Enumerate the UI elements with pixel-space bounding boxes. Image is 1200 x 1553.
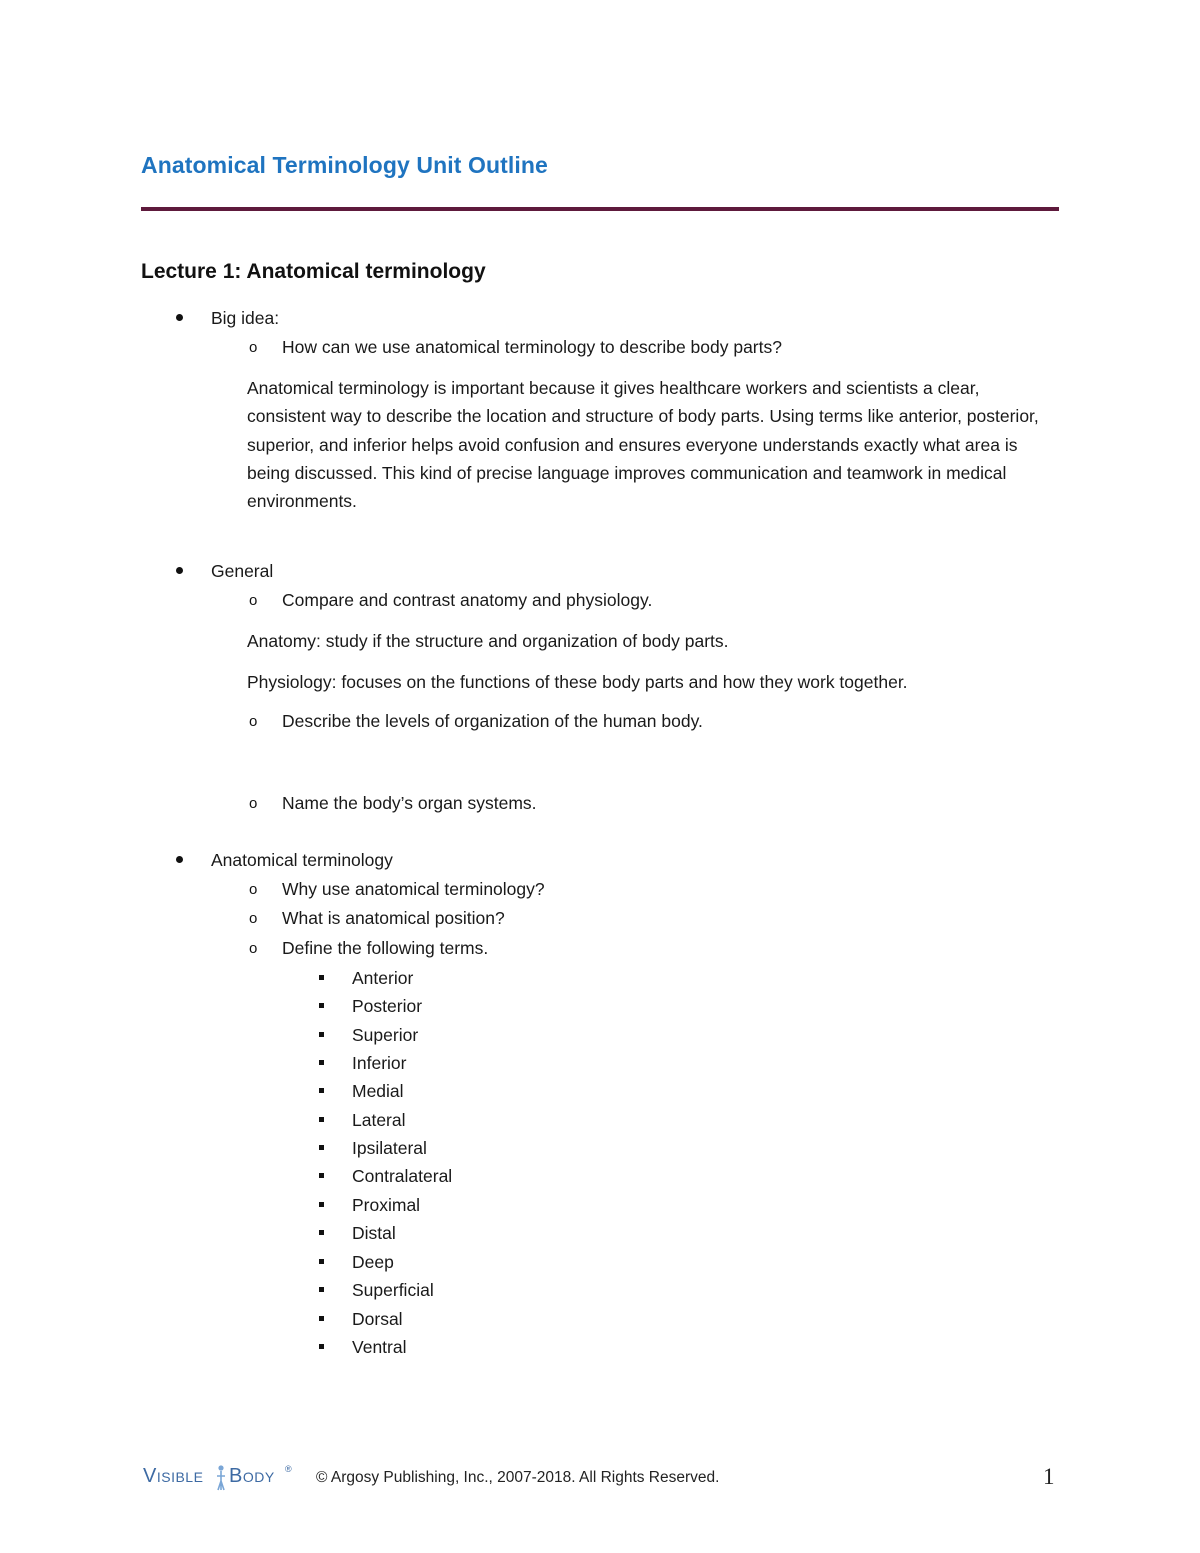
bullet-square [319, 975, 324, 980]
general-item: Name the body’s organ systems. [282, 793, 537, 813]
bullet-disc [176, 314, 183, 321]
bullet-circle: o [249, 713, 258, 730]
term-item: Superficial [352, 1280, 434, 1300]
logo-word-body: Body [229, 1465, 275, 1487]
general-item: Describe the levels of organization of the human body. [282, 711, 703, 731]
term-item: Posterior [352, 996, 423, 1016]
term-item: Superior [352, 1025, 419, 1045]
bullet-square [319, 1202, 324, 1207]
lecture-heading: Lecture 1: Anatomical terminology [141, 260, 486, 283]
big-idea-paragraph: Anatomical terminology is important because it gives healthcare workers and scientists a clear, consistent way to describe the location and structure of body parts. Using terms like anterior, posterior, superior, and inferior helps avoid confusion and ensures everyone understands exactly what area is being discussed. This kind of precise language improves communication and teamwork in medical environments. [247, 378, 1039, 512]
bullet-circle: o [249, 339, 258, 356]
term-item: Proximal [352, 1195, 421, 1215]
bullet-disc [176, 856, 183, 863]
title-divider [141, 207, 1059, 211]
bullet-circle: o [249, 910, 258, 927]
term-item: Dorsal [352, 1309, 403, 1329]
section-label-anatomical-terminology: Anatomical terminology [211, 850, 393, 870]
figure-icon [214, 1464, 228, 1492]
bullet-square [319, 1145, 324, 1150]
bullet-circle: o [249, 795, 258, 812]
term-item: Ipsilateral [352, 1138, 427, 1158]
bullet-square [319, 1088, 324, 1093]
term-item: Lateral [352, 1110, 406, 1130]
physiology-note: Physiology: focuses on the functions of these body parts and how they work together. [247, 672, 908, 692]
term-item: Ventral [352, 1337, 407, 1357]
anatomy-note: Anatomy: study if the structure and organization of body parts. [247, 631, 729, 651]
bullet-square [319, 1060, 324, 1065]
bullet-circle: o [249, 940, 258, 957]
bullet-circle: o [249, 592, 258, 609]
terminology-item: What is anatomical position? [282, 908, 505, 928]
registered-mark: ® [285, 1464, 293, 1474]
bullet-square [319, 1287, 324, 1292]
bullet-square [319, 1003, 324, 1008]
term-item: Distal [352, 1223, 396, 1243]
bullet-square [319, 1117, 324, 1122]
term-item: Contralateral [352, 1166, 453, 1186]
term-item: Deep [352, 1252, 394, 1272]
page-number: 1 [1043, 1464, 1055, 1489]
bullet-square [319, 1032, 324, 1037]
bullet-square [319, 1173, 324, 1178]
term-item: Anterior [352, 968, 414, 988]
bullet-square [319, 1316, 324, 1321]
bullet-square [319, 1259, 324, 1264]
bullet-circle: o [249, 881, 258, 898]
bullet-square [319, 1230, 324, 1235]
document-title: Anatomical Terminology Unit Outline [141, 152, 548, 178]
section-label-big-idea: Big idea: [211, 308, 280, 328]
terminology-item: Define the following terms. [282, 938, 489, 958]
section-label-general: General [211, 561, 274, 581]
copyright-notice: © Argosy Publishing, Inc., 2007-2018. All Rights Reserved. [316, 1469, 720, 1486]
general-item: Compare and contrast anatomy and physiology. [282, 590, 653, 610]
bullet-disc [176, 567, 183, 574]
term-item: Inferior [352, 1053, 407, 1073]
terminology-item: Why use anatomical terminology? [282, 879, 545, 899]
term-item: Medial [352, 1081, 404, 1101]
logo-word-visible: Visible [143, 1465, 204, 1487]
big-idea-question: How can we use anatomical terminology to describe body parts? [282, 337, 782, 357]
bullet-square [319, 1344, 324, 1349]
